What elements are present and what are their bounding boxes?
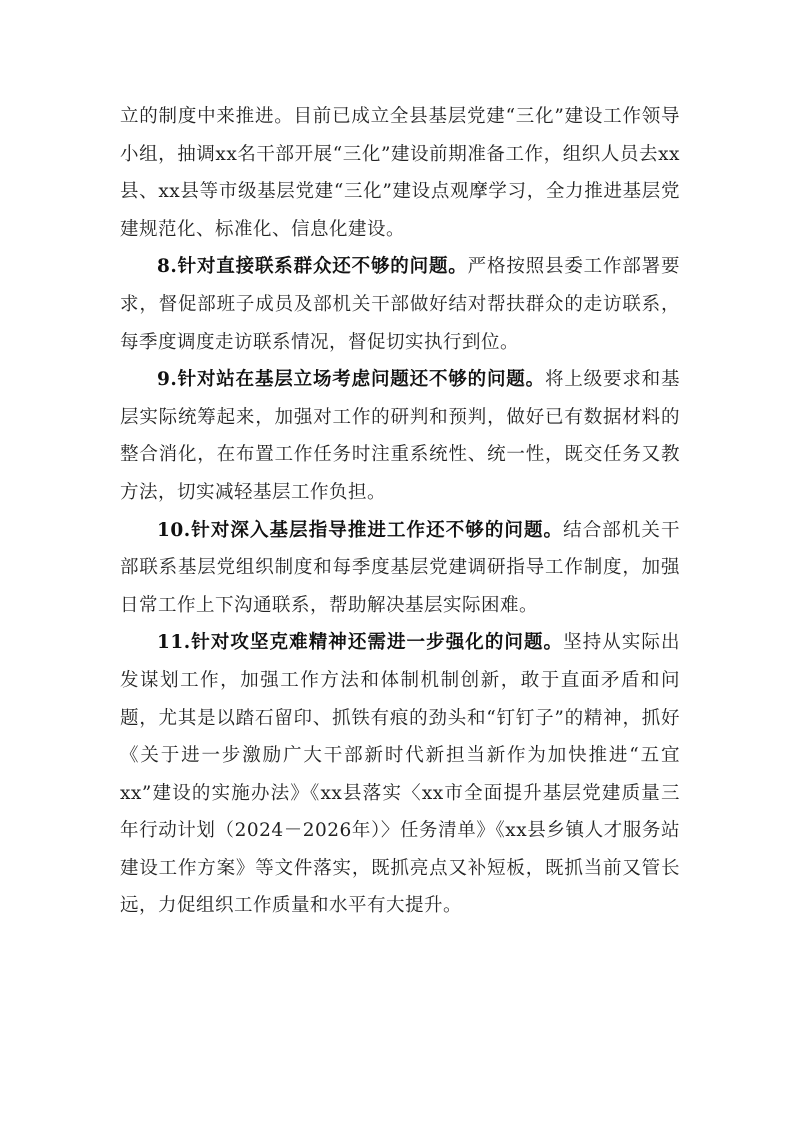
document-body xyxy=(120,98,680,925)
paragraph-text: 坚持从实际出发谋划工作，加强工作方法和体制机制创新，敢于直面矛盾和问题，尤其是以踏石留印、抓铁有痕的劲头和“钉钉子”的精神，抓好《关于进一步激励广大干部新时代新担当新作为加快推进“五宜xx”建设的实施办法》《xx县落实〈xx市全面提升基层党建质量三年行动计划（2024－2026年）〉任务清单》《xx县乡镇人才服务站建设工作方案》等文件落实，既抓亮点又补短板，既抓当前又管长远，力促组织工作质量和水平有大提升。 xyxy=(120,632,680,917)
paragraph-heading: 10.针对深入基层指导推进工作还不够的问题。 xyxy=(157,519,564,541)
paragraph-heading: 9.针对站在基层立场考虑问题还不够的问题。 xyxy=(157,369,545,391)
paragraph-item-11 xyxy=(120,624,680,925)
paragraph-item-9 xyxy=(120,361,680,511)
paragraph-text: 严格按照县委工作部署要求，督促部班子成员及部机关干部做好结对帮扶群众的走访联系，每季度调度走访联系情况，督促切实执行到位。 xyxy=(120,256,680,353)
paragraph-item-10 xyxy=(120,512,680,625)
paragraph-heading: 8.针对直接联系群众还不够的问题。 xyxy=(157,256,468,278)
paragraph-text: 将上级要求和基层实际统筹起来，加强对工作的研判和预判，做好已有数据材料的整合消化，在布置工作任务时注重系统性、统一性，既交任务又教方法，切实减轻基层工作负担。 xyxy=(120,369,680,503)
paragraph-heading: 11.针对攻坚克难精神还需进一步强化的问题。 xyxy=(157,632,564,654)
paragraph-text: 结合部机关干部联系基层党组织制度和每季度基层党建调研指导工作制度，加强日常工作上下沟通联系，帮助解决基层实际困难。 xyxy=(120,519,680,616)
paragraph-continuation xyxy=(120,98,680,248)
paragraph-item-8 xyxy=(120,248,680,361)
paragraph-text: 立的制度中来推进。目前已成立全县基层党建“三化”建设工作领导小组，抽调xx名干部开展“三化”建设前期准备工作，组织人员去xx县、xx县等市级基层党建“三化”建设点观摩学习，全力推进基层党建规范化、标准化、信息化建设。 xyxy=(120,106,680,240)
